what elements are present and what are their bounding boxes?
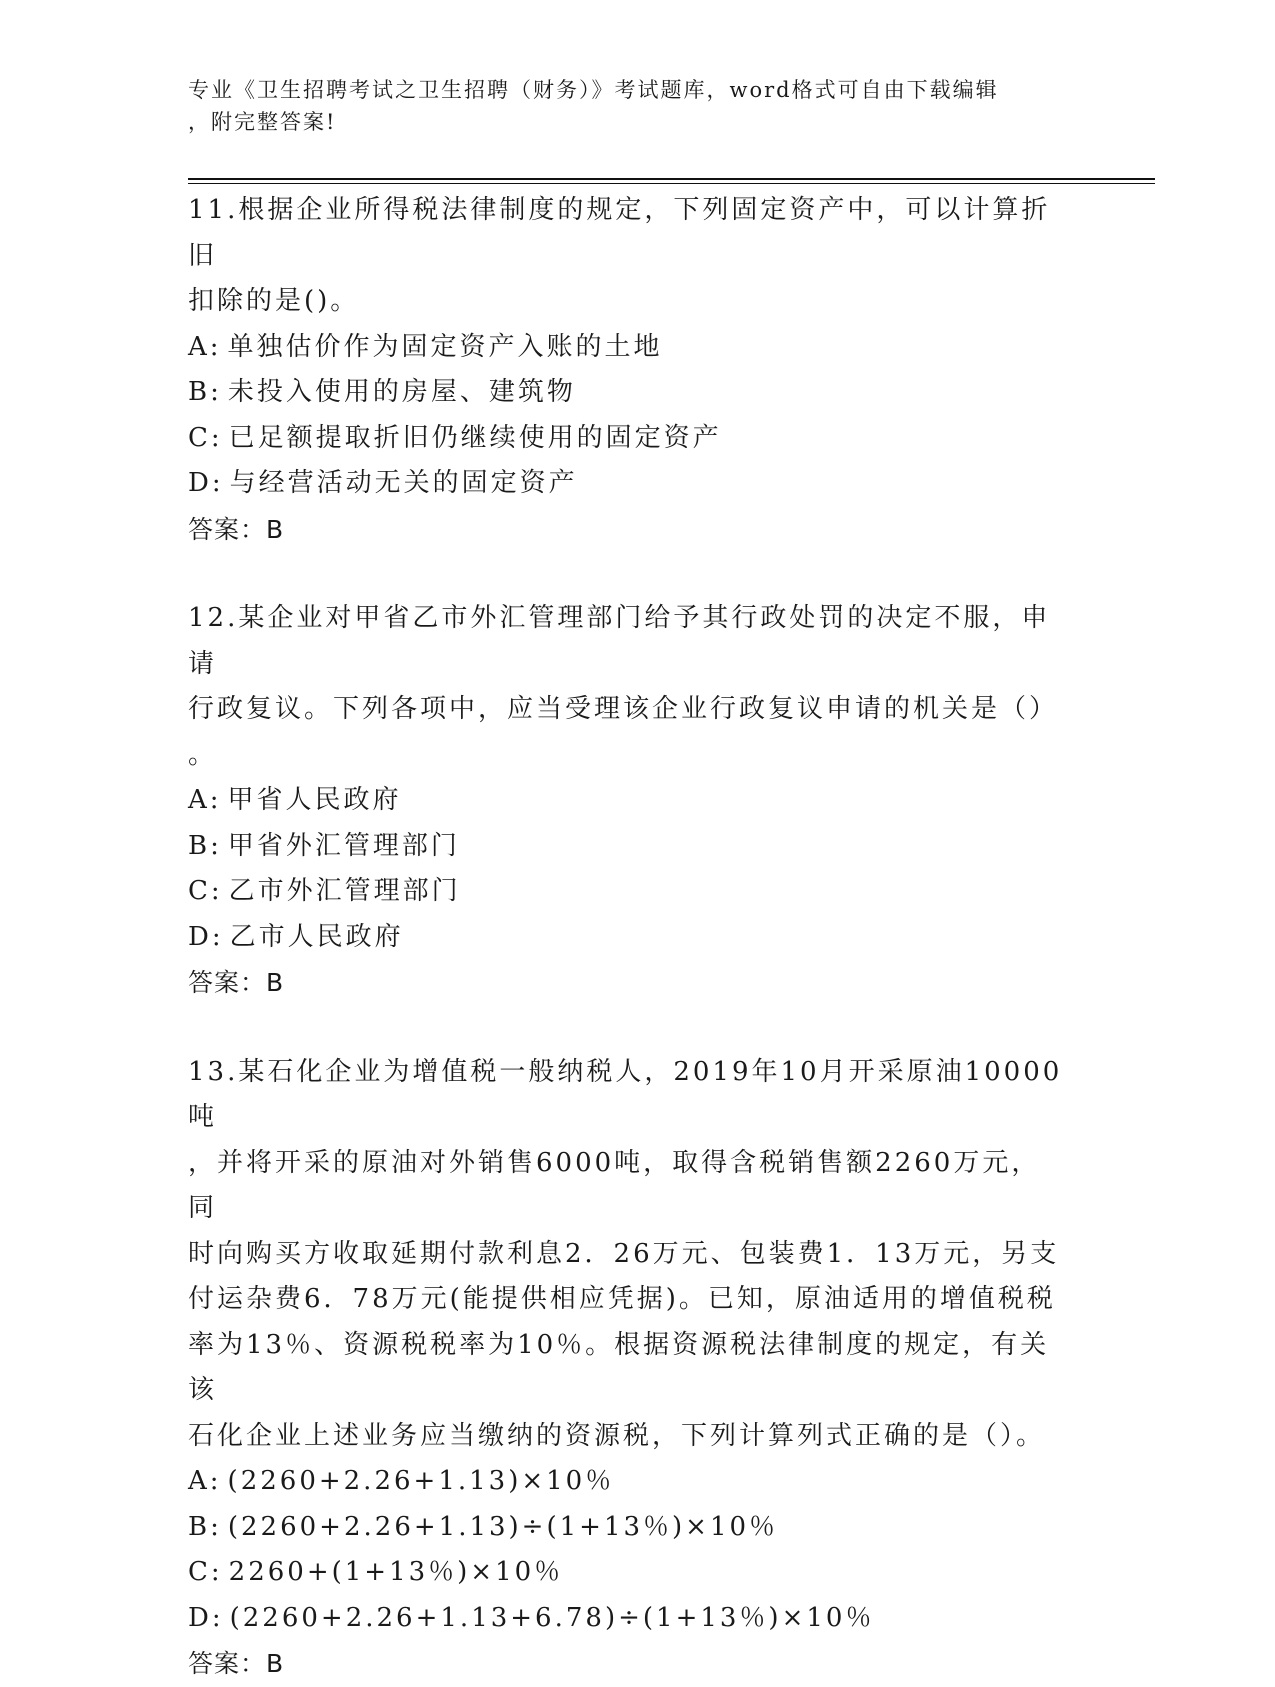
option-letter: B: — [188, 830, 222, 861]
question-stem-line: 。 — [188, 739, 218, 770]
question-stem-line: 行政复议。下列各项中，应当受理该企业行政复议申请的机关是（） — [188, 694, 1059, 724]
header-divider-thick — [188, 178, 1155, 180]
option-letter: C: — [188, 876, 223, 906]
question-stem-line: 11.根据企业所得税法律制度的规定，下列固定资产中，可以计算折旧 — [188, 195, 1051, 271]
option-text: (2260+2.26+1.13)×10％ — [227, 1466, 615, 1496]
option-text: (2260+2.26+1.13)÷(1+13％)×10％ — [227, 1511, 779, 1542]
option-letter: A: — [188, 331, 222, 362]
question-stem-line: 率为13％、资源税税率为10％。根据资源税法律制度的规定，有关该 — [188, 1329, 1050, 1405]
option-text: 未投入使用的房屋、建筑物 — [227, 377, 576, 407]
question-stem-line: 12.某企业对甲省乙市外汇管理部门给予其行政处罚的决定不服，申请 — [188, 603, 1051, 679]
option-letter: D: — [188, 1602, 224, 1633]
answer-line: 答案：B — [188, 1649, 285, 1678]
option-a — [188, 778, 1068, 824]
question-stem-line: 石化企业上述业务应当缴纳的资源税，下列计算列式正确的是（）。 — [188, 1420, 1046, 1451]
option-text: 与经营活动无关的固定资产 — [229, 468, 578, 498]
option-b — [188, 824, 1068, 870]
question-13 — [188, 1050, 1068, 1687]
option-letter: D: — [188, 468, 224, 498]
option-c — [188, 869, 1068, 915]
question-stem-line: ，并将开采的原油对外销售6000吨，取得含税销售额2260万元，同 — [188, 1147, 1041, 1223]
option-letter: C: — [188, 422, 223, 453]
option-c — [188, 416, 1068, 462]
option-letter: D: — [188, 921, 224, 952]
header-divider-thin — [188, 183, 1155, 184]
option-letter: B: — [188, 377, 222, 407]
question-stem-line: 扣除的是()。 — [188, 286, 360, 316]
question-stem-line: 时向购买方收取延期付款利息2．26万元、包装费1．13万元，另支 — [188, 1238, 1060, 1269]
option-b — [188, 1505, 1068, 1551]
question-stem-line: 付运杂费6．78万元(能提供相应凭据)。已知，原油适用的增值税税 — [188, 1284, 1056, 1314]
option-c — [188, 1550, 1068, 1596]
question-12 — [188, 596, 1068, 1006]
option-d — [188, 461, 1068, 507]
header-line-2: ，附完整答案! — [188, 110, 337, 134]
option-text: 甲省人民政府 — [227, 785, 402, 815]
question-stem-line: 13.某石化企业为增值税一般纳税人，2019年10月开采原油10000吨 — [188, 1056, 1063, 1132]
option-a — [188, 1459, 1068, 1505]
option-a — [188, 325, 1068, 371]
option-letter: A: — [188, 1466, 222, 1496]
answer-line: 答案：B — [188, 968, 285, 997]
option-text: 甲省外汇管理部门 — [227, 830, 460, 861]
option-text: 单独估价作为固定资产入账的土地 — [227, 331, 663, 362]
question-spacer — [188, 552, 1068, 596]
question-spacer — [188, 1006, 1068, 1050]
option-letter: C: — [188, 1557, 223, 1587]
question-list — [188, 188, 1068, 1687]
answer-line: 答案：B — [188, 514, 285, 544]
header-line-1: 专业《卫生招聘考试之卫生招聘（财务）》考试题库，word格式可自由下载编辑 — [188, 78, 999, 102]
option-d — [188, 1596, 1068, 1642]
option-b — [188, 370, 1068, 416]
question-11 — [188, 188, 1068, 552]
option-text: 2260+(1+13％)×10％ — [228, 1557, 564, 1587]
option-text: 乙市外汇管理部门 — [228, 876, 461, 906]
option-d — [188, 915, 1068, 961]
option-text: (2260+2.26+1.13+6.78)÷(1+13％)×10％ — [229, 1602, 875, 1633]
option-text: 已足额提取折旧仍继续使用的固定资产 — [228, 422, 722, 453]
option-letter: B: — [188, 1511, 222, 1542]
option-letter: A: — [188, 785, 222, 815]
option-text: 乙市人民政府 — [229, 921, 404, 952]
document-header — [188, 74, 1068, 138]
